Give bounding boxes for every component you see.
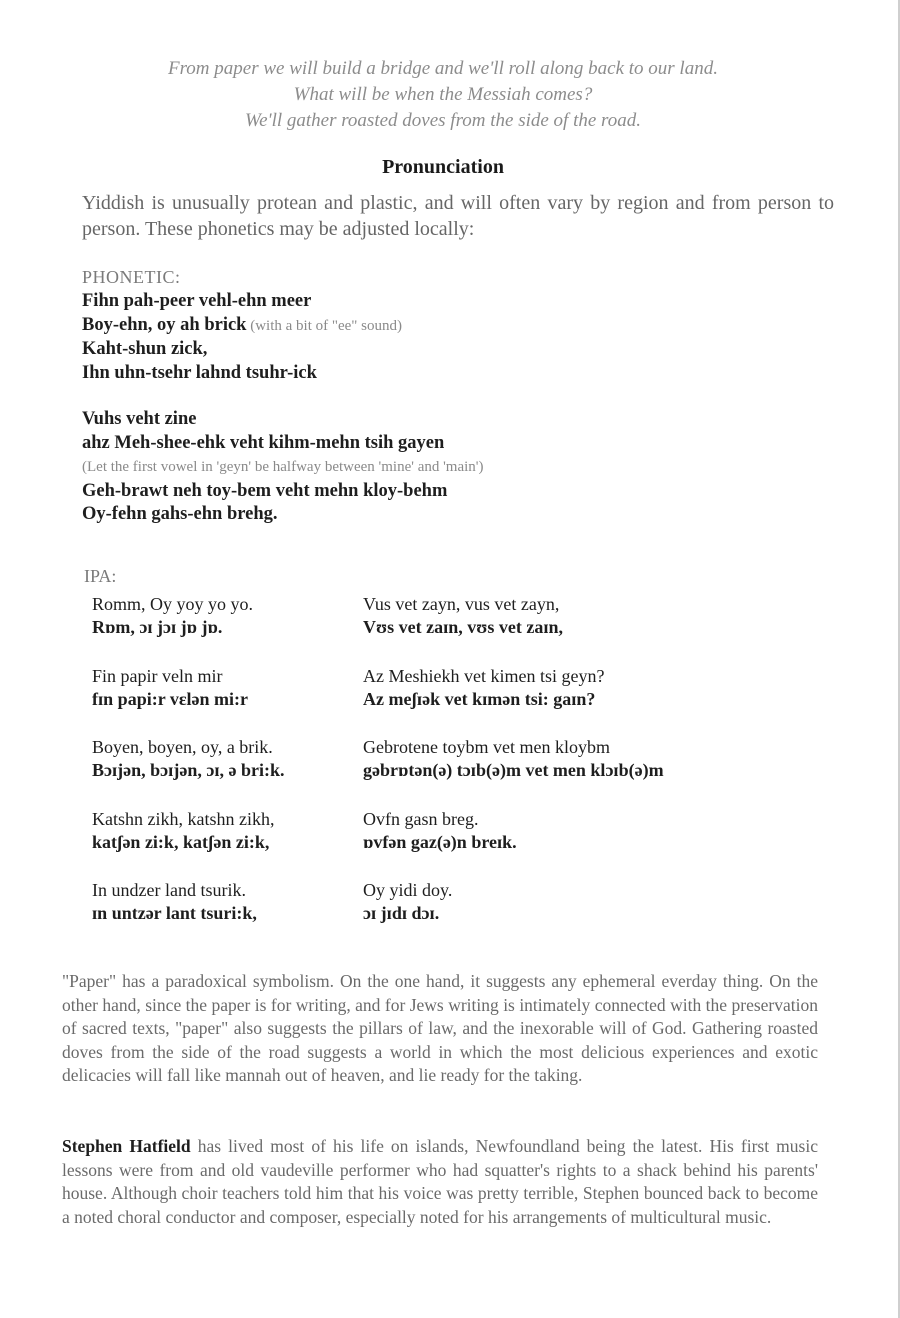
ipa-line: gəbrɒtən(ə) tɔɪb(ə)m vet men klɔɪb(ə)m xyxy=(363,760,664,780)
ipa-pair xyxy=(363,593,664,665)
lyric-line: Az Meshiekh vet kimen tsi geyn? xyxy=(363,665,605,686)
phonetic-line xyxy=(82,432,484,456)
lyric-line: Oy yidi doy. xyxy=(363,880,453,900)
lyric-line: Romm, Oy yoy yo yo. xyxy=(92,594,254,614)
phonetic-label: PHONETIC: xyxy=(82,267,181,287)
phonetic-text: Ihn uhn-tsehr lahnd tsuhr-ick xyxy=(82,362,317,383)
epigraph-line: What will be when the Messiah comes? xyxy=(293,84,593,105)
phonetic-text: Kaht-shun zick, xyxy=(82,339,208,360)
phonetic-text: Vuhs veht zine xyxy=(82,409,197,429)
lyric-line: Gebrotene toybm vet men kloybm xyxy=(363,737,610,757)
bio-text: has lived most of his life on islands, Newfoundland being the latest. His first music lessons were from and old vaudeville performer who had squatter's rights to a shack behind his parents' house. Although choir teachers told him that his voice was pretty terrible, Stephen bounced back to become a noted choral conductor and composer, especially noted for his arrangements of multicultural music. xyxy=(62,1136,818,1227)
phonetic-line xyxy=(82,503,484,527)
phonetic-note: (Let the first vowel in 'geyn' be halfway between 'mine' and 'main') xyxy=(82,459,484,476)
commentary-paragraph: "Paper" has a paradoxical symbolism. On the one hand, it suggests any ephemeral everday thing. On the other hand, since the paper is for writing, and for Jews writing is intimately connected with the preservation of sacred texts, "paper" also suggests the pillars of law, and the inexorable will of God. Gathering roasted doves from the side of the road suggests a world in which the most delicious experiences and exotic delicacies will fall like mannah out of heaven, and lie ready for the taking. xyxy=(62,971,818,1086)
ipa-line: Rɒm, ɔɪ jɔɪ jɒ jɒ. xyxy=(92,617,223,637)
ipa-pair xyxy=(92,665,285,737)
bio-paragraph xyxy=(62,1135,818,1229)
ipa-line: Bɔɪjən, bɔɪjən, ɔɪ, ə bri:k. xyxy=(92,760,285,780)
phonetic-text: Oy-fehn gahs-ehn brehg. xyxy=(82,504,278,525)
phonetic-text: Boy-ehn, oy ah brick xyxy=(82,314,247,335)
lyric-line: Fin papir veln mir xyxy=(92,665,223,686)
ipa-pair xyxy=(92,593,285,665)
ipa-line: ɔɪ jɪdɪ dɔɪ. xyxy=(363,903,440,923)
phonetic-line xyxy=(82,408,484,432)
ipa-line: Az meʃɪək vet kɪmən tsi: gaɪn? xyxy=(363,688,596,709)
phonetic-line xyxy=(82,338,402,362)
phonetic-line xyxy=(82,362,402,386)
ipa-pair xyxy=(92,736,285,808)
lyric-line: Vus vet zayn, vus vet zayn, xyxy=(363,594,560,614)
phonetic-line xyxy=(82,290,402,314)
phonetic-stanza-1 xyxy=(82,290,402,385)
phonetic-stanza-2 xyxy=(82,408,484,527)
lyric-line: In undzer land tsurik. xyxy=(92,880,246,900)
ipa-line: fɪn papi:r vɛlən mi:r xyxy=(92,688,249,709)
ipa-pair xyxy=(92,808,285,880)
ipa-pair xyxy=(363,736,664,808)
ipa-line: ɒvfən gaz(ə)n breɪk. xyxy=(363,831,517,852)
section-heading: Pronunciation xyxy=(382,156,504,178)
epigraph xyxy=(0,56,886,134)
ipa-line: ɪn untzər lant tsuri:k, xyxy=(92,903,257,923)
lyric-line: Ovfn gasn breg. xyxy=(363,808,479,829)
ipa-left-column xyxy=(92,593,285,951)
phonetic-line xyxy=(82,314,402,339)
ipa-right-column xyxy=(363,593,664,951)
ipa-pair xyxy=(363,879,664,951)
ipa-line: katʃən zi:k, katʃən zi:k, xyxy=(92,831,270,852)
phonetic-note: (with a bit of "ee" sound) xyxy=(246,317,403,334)
ipa-pair xyxy=(363,808,664,880)
ipa-pair xyxy=(92,879,285,951)
lyric-line: Katshn zikh, katshn zikh, xyxy=(92,808,275,829)
phonetic-line xyxy=(82,480,484,504)
ipa-line: Vʊs vet zaɪn, vʊs vet zaɪn, xyxy=(363,617,564,637)
phonetic-line xyxy=(82,455,484,480)
epigraph-line: From paper we will build a bridge and we'll roll along back to our land. xyxy=(168,58,718,79)
intro-paragraph: Yiddish is unusually protean and plastic, and will often vary by region and from person to person. These phonetics may be adjusted locally: xyxy=(82,192,834,240)
ipa-pair xyxy=(363,665,664,737)
epigraph-line: We'll gather roasted doves from the side of the road. xyxy=(245,110,641,131)
phonetic-text: Fihn pah-peer vehl-ehn meer xyxy=(82,291,312,311)
ipa-label: IPA: xyxy=(84,566,117,586)
phonetic-text: ahz Meh-shee-ehk veht kihm-mehn tsih gayen xyxy=(82,432,445,453)
phonetic-text: Geh-brawt neh toy-bem veht mehn kloy-behm xyxy=(82,480,448,501)
author-name: Stephen Hatfield xyxy=(62,1136,191,1156)
lyric-line: Boyen, boyen, oy, a brik. xyxy=(92,737,273,757)
